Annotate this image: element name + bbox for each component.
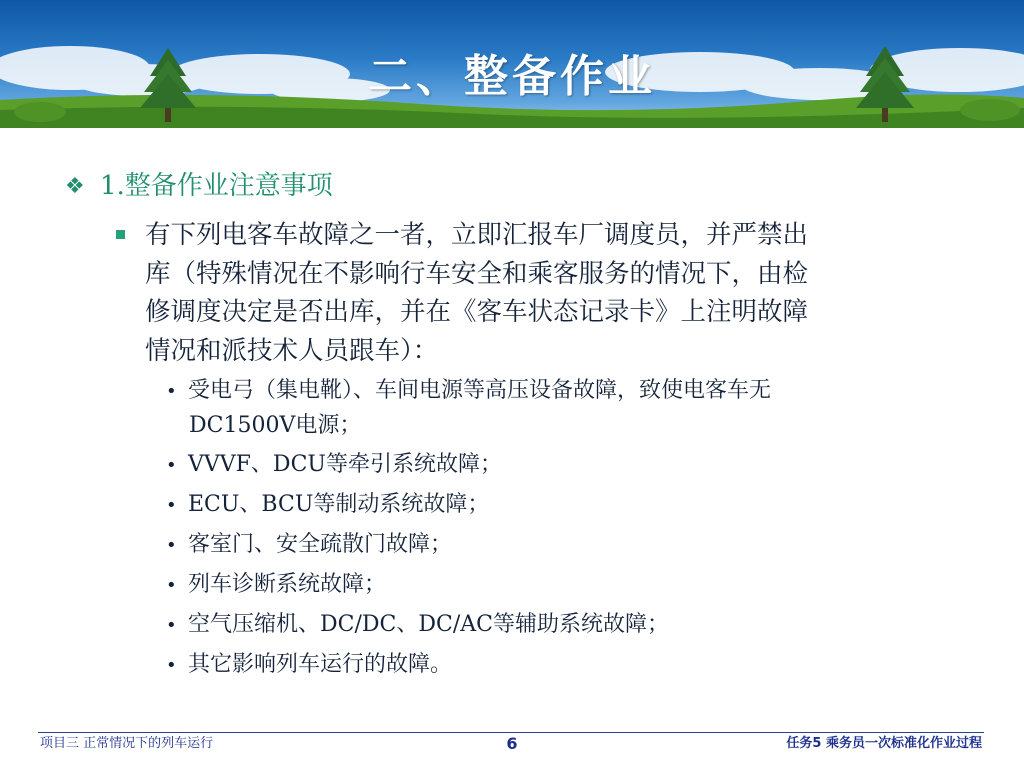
page-number: 6 (506, 734, 518, 753)
list-item (166, 607, 669, 644)
slide-title: 二、整备作业 (368, 51, 656, 102)
round-bullet-icon: • (166, 455, 177, 476)
round-bullet-icon: • (166, 615, 177, 636)
round-bullet-icon: • (166, 655, 177, 676)
main-paragraph (145, 216, 965, 370)
footer-divider (38, 732, 984, 733)
list-item-continuation: DC1500V电源； (189, 413, 362, 438)
list-item (166, 373, 771, 410)
round-bullet-icon: • (166, 575, 177, 596)
list-item-text: 列车诊断系统故障； (188, 572, 387, 597)
paragraph-line: 情况和派技术人员跟车）： (145, 335, 439, 366)
section-heading: 1.整备作业注意事项 (100, 171, 333, 201)
square-bullet-icon (116, 230, 125, 239)
footer-project-label: 项目三 正常情况下的列车运行 (40, 736, 214, 751)
list-item (166, 487, 489, 524)
list-item-text: ECU、BCU等制动系统故障； (188, 492, 490, 517)
footer-task-label: 任务5 乘务员一次标准化作业过程 (786, 736, 982, 751)
list-item-text: 客室门、安全疏散门故障； (188, 532, 453, 557)
paragraph-line: 库（特殊情况在不影响行车安全和乘客服务的情况下，由检 (145, 258, 809, 289)
round-bullet-icon: • (166, 495, 177, 516)
diamond-bullet-icon: ❖ (65, 174, 85, 199)
paragraph-line: 有下列电客车故障之一者，立即汇报车厂调度员，并严禁出 (145, 220, 809, 250)
list-item (166, 527, 452, 564)
list-item-text: VVVF、DCU等牵引系统故障； (188, 452, 502, 477)
round-bullet-icon: • (166, 381, 177, 402)
list-item (166, 567, 386, 604)
list-item (166, 647, 452, 684)
list-item (166, 447, 502, 484)
list-item-text: 空气压缩机、DC/DC、DC/AC等辅助系统故障； (188, 612, 669, 637)
paragraph-line: 修调度决定是否出库，并在《客车状态记录卡》上注明故障 (145, 297, 809, 327)
list-item-text: 受电弓（集电靴）、车间电源等高压设备故障，致使电客车无 (188, 378, 772, 403)
round-bullet-icon: • (166, 535, 177, 556)
list-item-text: 其它影响列车运行的故障。 (188, 652, 453, 677)
